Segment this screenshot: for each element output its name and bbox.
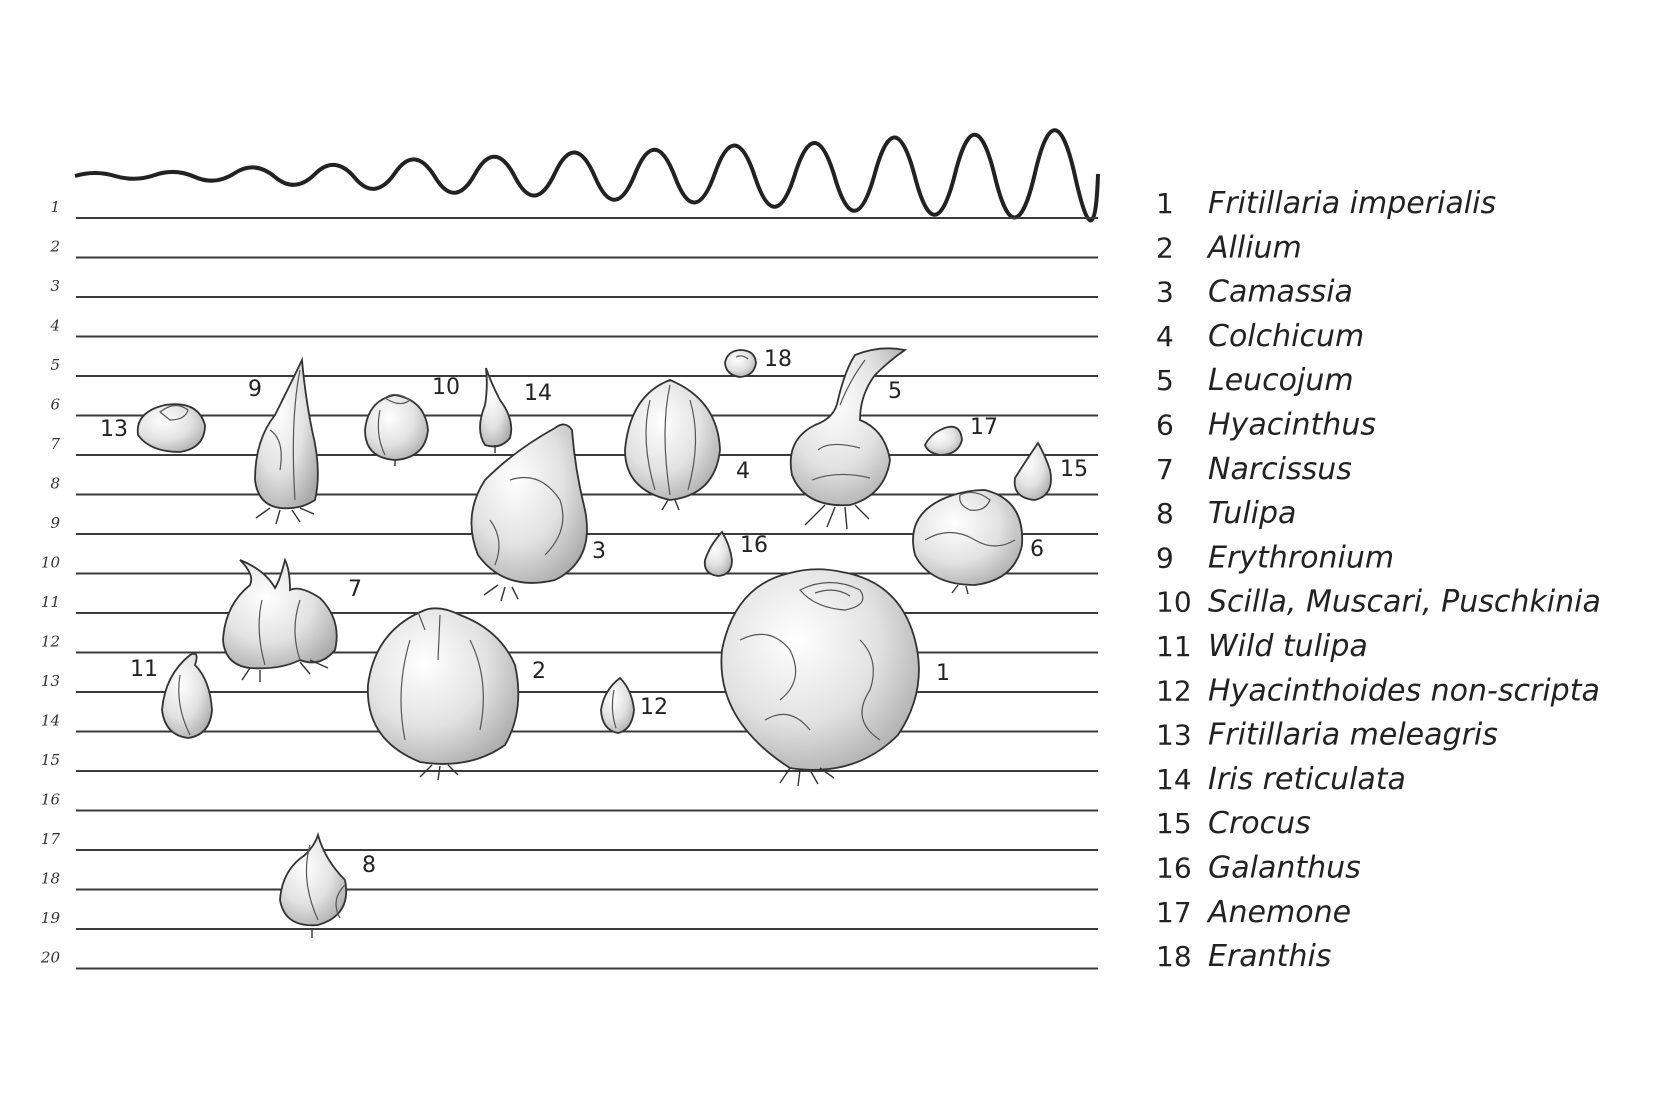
legend-number: 9 (1156, 541, 1174, 575)
bulb-4-label: 4 (736, 459, 750, 484)
legend-number: 8 (1156, 497, 1174, 531)
depth-scale-label-15: 15 (40, 751, 60, 769)
depth-scale-label-6: 6 (50, 395, 60, 414)
bulb-17-drawing (925, 427, 962, 455)
legend-number: 11 (1156, 630, 1192, 663)
bulb-10-label: 10 (432, 375, 460, 400)
legend-number: 18 (1156, 940, 1192, 974)
legend-number: 7 (1156, 452, 1174, 486)
legend-number: 5 (1156, 364, 1174, 398)
bulb-18-label: 18 (764, 347, 792, 372)
legend-number: 12 (1156, 674, 1192, 708)
legend-number: 6 (1156, 408, 1174, 442)
depth-scale-label-11: 11 (40, 593, 60, 611)
legend-number: 3 (1156, 275, 1174, 309)
legend-number: 4 (1156, 319, 1174, 353)
legend-species-name: Tulipa (1208, 496, 1297, 532)
legend-species-name: Colchicum (1208, 318, 1365, 354)
legend-number: 10 (1156, 585, 1192, 619)
soil-surface-line (75, 130, 1098, 220)
bulb-2-label: 2 (532, 659, 546, 684)
bulb-6-drawing (913, 490, 1022, 594)
species-legend (1156, 186, 1601, 974)
bulb-7-label: 7 (348, 577, 362, 602)
bulb-12-drawing (601, 678, 634, 733)
depth-scale-label-13: 13 (40, 672, 60, 690)
legend-species-name: Allium (1208, 230, 1302, 266)
bulb-14-label: 14 (524, 381, 552, 406)
depth-scale-label-7: 7 (50, 435, 60, 453)
depth-lines (40, 198, 1098, 969)
legend-species-name: Camassia (1208, 274, 1353, 310)
legend-species-name: Erythronium (1208, 540, 1395, 576)
depth-scale-label-14: 14 (40, 711, 60, 730)
bulb-6-label: 6 (1030, 537, 1044, 562)
legend-species-name: Crocus (1208, 806, 1311, 842)
bulb-4-drawing (625, 380, 720, 510)
depth-scale-label-3: 3 (50, 277, 60, 295)
legend-species-name: Galanthus (1208, 850, 1361, 886)
depth-scale-label-1: 1 (50, 198, 60, 216)
legend-species-name: Wild tulipa (1208, 629, 1368, 664)
legend-species-name: Iris reticulata (1208, 761, 1406, 797)
bulb-9-label: 9 (248, 377, 262, 402)
legend-species-name: Hyacinthoides non-scripta (1208, 673, 1600, 709)
depth-scale-label-20: 20 (40, 948, 60, 967)
bulb-17-label: 17 (970, 415, 998, 440)
bulb-7-drawing (223, 560, 337, 682)
depth-scale-label-19: 19 (40, 909, 60, 927)
bulb-9-drawing (255, 360, 318, 524)
depth-scale-label-12: 12 (40, 632, 60, 651)
legend-species-name: Anemone (1208, 894, 1352, 930)
legend-species-name: Fritillaria imperialis (1208, 186, 1497, 221)
legend-number: 14 (1156, 762, 1192, 796)
legend-number: 15 (1156, 807, 1192, 841)
legend-number: 2 (1156, 231, 1174, 265)
legend-species-name: Eranthis (1208, 939, 1332, 975)
legend-species-name: Scilla, Muscari, Puschkinia (1208, 584, 1601, 620)
depth-scale-label-4: 4 (50, 316, 60, 335)
depth-scale-label-10: 10 (40, 553, 60, 572)
bulb-1-drawing (721, 569, 919, 786)
bulb-11-drawing (162, 654, 212, 738)
bulb-16-label: 16 (740, 533, 768, 558)
bulb-3-label: 3 (592, 539, 606, 564)
bulb-1-label: 1 (936, 661, 950, 686)
depth-scale-label-5: 5 (50, 356, 60, 374)
legend-species-name: Hyacinthus (1208, 407, 1376, 443)
legend-species-name: Leucojum (1208, 363, 1354, 399)
bulb-2-drawing (368, 608, 518, 780)
bulb-12-label: 12 (640, 695, 668, 720)
bulb-5-label: 5 (888, 379, 902, 404)
depth-scale-label-17: 17 (40, 830, 60, 848)
bulb-13-label: 13 (100, 417, 128, 442)
bulb-11-label: 11 (130, 657, 158, 682)
legend-number: 17 (1156, 895, 1192, 929)
legend-number: 13 (1156, 718, 1192, 752)
bulb-18-drawing (725, 350, 756, 377)
legend-species-name: Narcissus (1208, 451, 1352, 487)
legend-number: 1 (1156, 187, 1174, 220)
bulb-8-label: 8 (362, 853, 376, 878)
depth-scale-label-16: 16 (40, 790, 60, 809)
bulb-3-drawing (471, 424, 587, 601)
depth-scale-label-9: 9 (50, 514, 60, 532)
depth-scale-label-2: 2 (50, 237, 60, 256)
legend-species-name: Fritillaria meleagris (1208, 717, 1498, 753)
bulb-13-drawing (138, 404, 205, 452)
bulb-14-drawing (480, 368, 511, 453)
depth-scale-label-8: 8 (50, 474, 60, 493)
bulb-15-label: 15 (1060, 457, 1088, 482)
bulb-15-drawing (1015, 443, 1051, 500)
bulb-16-drawing (705, 532, 732, 576)
depth-scale-label-18: 18 (40, 869, 60, 888)
legend-number: 16 (1156, 851, 1192, 885)
